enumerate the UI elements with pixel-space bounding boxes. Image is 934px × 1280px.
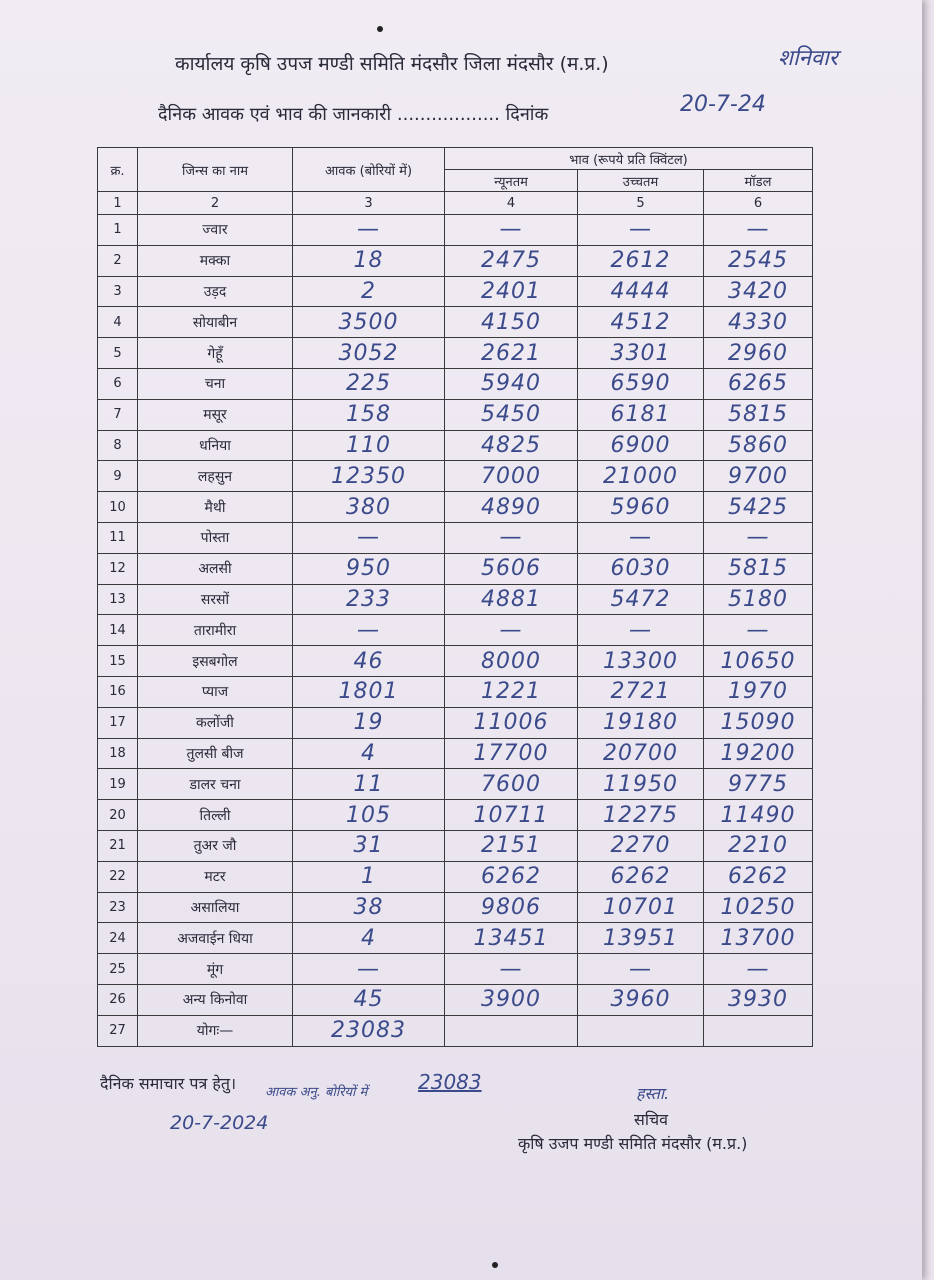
col-number: 4 bbox=[445, 192, 578, 215]
row-sr-cell: 7 bbox=[98, 399, 138, 430]
row-name-cell: इसबगोल bbox=[138, 646, 293, 677]
row-arrival-cell: 2 bbox=[293, 276, 445, 307]
row-sr-cell: 19 bbox=[98, 769, 138, 800]
rates-table bbox=[97, 147, 813, 1047]
row-min-cell: 4881 bbox=[445, 584, 578, 615]
table-row bbox=[98, 984, 813, 1015]
table-row bbox=[98, 676, 813, 707]
table-row bbox=[98, 399, 813, 430]
row-arrival-cell: 225 bbox=[293, 368, 445, 399]
row-arrival-cell: 38 bbox=[293, 892, 445, 923]
row-max-cell: 4512 bbox=[578, 307, 704, 338]
row-modal-cell: 13700 bbox=[704, 923, 813, 954]
info-heading: दैनिक आवक एवं भाव की जानकारी .................. दिनांक bbox=[158, 104, 549, 125]
row-max-cell: 13951 bbox=[578, 923, 704, 954]
row-name-cell: लहसुन bbox=[138, 461, 293, 492]
row-arrival-cell: 4 bbox=[293, 923, 445, 954]
row-max-cell: 6181 bbox=[578, 399, 704, 430]
row-modal-cell: 1970 bbox=[704, 676, 813, 707]
row-modal-cell: 19200 bbox=[704, 738, 813, 769]
table-row bbox=[98, 430, 813, 461]
row-name-cell: तिल्ली bbox=[138, 800, 293, 831]
row-modal-cell: 2210 bbox=[704, 830, 813, 861]
col-number: 3 bbox=[293, 192, 445, 215]
row-arrival-cell: 31 bbox=[293, 830, 445, 861]
col-number: 1 bbox=[98, 192, 138, 215]
row-arrival-cell: 3052 bbox=[293, 338, 445, 369]
row-max-cell: — bbox=[578, 954, 704, 985]
table-row bbox=[98, 461, 813, 492]
row-sr-cell: 17 bbox=[98, 707, 138, 738]
table-row bbox=[98, 307, 813, 338]
row-min-cell: 5606 bbox=[445, 553, 578, 584]
committee-office: कृषि उजप मण्डी समिति मंदसौर (म.प्र.) bbox=[518, 1134, 748, 1153]
row-arrival-cell: 12350 bbox=[293, 461, 445, 492]
table-row bbox=[98, 738, 813, 769]
row-name-cell: अलसी bbox=[138, 553, 293, 584]
col-header-price-group: भाव (रूपये प्रति क्विंटल) bbox=[445, 148, 813, 170]
row-min-cell: 17700 bbox=[445, 738, 578, 769]
row-name-cell: तुलसी बीज bbox=[138, 738, 293, 769]
row-max-cell: 5472 bbox=[578, 584, 704, 615]
row-min-cell: 3900 bbox=[445, 984, 578, 1015]
row-arrival-cell: 46 bbox=[293, 646, 445, 677]
row-arrival-cell: 233 bbox=[293, 584, 445, 615]
row-modal-cell: 6262 bbox=[704, 861, 813, 892]
row-min-cell: 5450 bbox=[445, 399, 578, 430]
row-arrival-cell: — bbox=[293, 522, 445, 553]
col-header-max: उच्चतम bbox=[578, 170, 704, 192]
row-sr-cell: 25 bbox=[98, 954, 138, 985]
office-heading: कार्यालय कृषि उपज मण्डी समिति मंदसौर जिला मंदसौर (म.प्र.) bbox=[175, 53, 609, 75]
row-name-cell: गेहूँ bbox=[138, 338, 293, 369]
row-max-cell: 6900 bbox=[578, 430, 704, 461]
row-sr-cell: 14 bbox=[98, 615, 138, 646]
row-modal-cell: 3420 bbox=[704, 276, 813, 307]
row-sr-cell: 8 bbox=[98, 430, 138, 461]
row-sr-cell: 11 bbox=[98, 522, 138, 553]
row-arrival-cell: 105 bbox=[293, 800, 445, 831]
row-min-cell: 7600 bbox=[445, 769, 578, 800]
date-handwritten: 20-7-24 bbox=[680, 92, 766, 117]
row-arrival-cell: 18 bbox=[293, 245, 445, 276]
row-sr-cell: 13 bbox=[98, 584, 138, 615]
row-arrival-cell: — bbox=[293, 215, 445, 246]
row-min-cell: 10711 bbox=[445, 800, 578, 831]
row-min-cell: — bbox=[445, 215, 578, 246]
row-arrival-cell: 3500 bbox=[293, 307, 445, 338]
table-row bbox=[98, 368, 813, 399]
row-max-cell: 6262 bbox=[578, 861, 704, 892]
row-modal-cell: — bbox=[704, 954, 813, 985]
table-row bbox=[98, 861, 813, 892]
row-name-cell: मक्का bbox=[138, 245, 293, 276]
row-sr-cell: 9 bbox=[98, 461, 138, 492]
row-arrival-cell: 158 bbox=[293, 399, 445, 430]
row-max-cell: — bbox=[578, 215, 704, 246]
row-sr-cell: 10 bbox=[98, 492, 138, 523]
rates-table-body bbox=[98, 215, 813, 1047]
row-max-cell: — bbox=[578, 522, 704, 553]
row-arrival-cell: 11 bbox=[293, 769, 445, 800]
row-name-cell: तारामीरा bbox=[138, 615, 293, 646]
row-max-cell: 2721 bbox=[578, 676, 704, 707]
table-row bbox=[98, 800, 813, 831]
row-modal-cell: — bbox=[704, 615, 813, 646]
row-max-cell: 12275 bbox=[578, 800, 704, 831]
table-row bbox=[98, 553, 813, 584]
row-min-cell: 11006 bbox=[445, 707, 578, 738]
row-arrival-cell: 950 bbox=[293, 553, 445, 584]
row-sr-cell: 15 bbox=[98, 646, 138, 677]
row-name-cell: चना bbox=[138, 368, 293, 399]
row-arrival-cell: 1 bbox=[293, 861, 445, 892]
row-min-cell: 1221 bbox=[445, 676, 578, 707]
day-handwritten: शनिवार bbox=[778, 46, 838, 71]
col-number: 6 bbox=[704, 192, 813, 215]
table-row bbox=[98, 954, 813, 985]
row-min-cell: — bbox=[445, 522, 578, 553]
row-sr-cell: 5 bbox=[98, 338, 138, 369]
row-name-cell: तुअर जौ bbox=[138, 830, 293, 861]
row-sr-cell: 23 bbox=[98, 892, 138, 923]
col-header-modal: मॉडल bbox=[704, 170, 813, 192]
row-min-cell: — bbox=[445, 954, 578, 985]
col-number: 5 bbox=[578, 192, 704, 215]
row-modal-cell: 11490 bbox=[704, 800, 813, 831]
row-sr-cell: 18 bbox=[98, 738, 138, 769]
punch-dot-top bbox=[377, 26, 383, 32]
row-max-cell: 21000 bbox=[578, 461, 704, 492]
secretary-title: सचिव bbox=[634, 1110, 669, 1129]
row-min-cell: 13451 bbox=[445, 923, 578, 954]
newspaper-line: दैनिक समाचार पत्र हेतु। bbox=[100, 1074, 237, 1093]
row-modal-cell: 2545 bbox=[704, 245, 813, 276]
table-row bbox=[98, 1015, 813, 1046]
table-row bbox=[98, 707, 813, 738]
col-header-sr: क्र. bbox=[98, 148, 138, 192]
row-modal-cell: 10650 bbox=[704, 646, 813, 677]
row-sr-cell: 4 bbox=[98, 307, 138, 338]
row-modal-cell: 5860 bbox=[704, 430, 813, 461]
row-max-cell: 13300 bbox=[578, 646, 704, 677]
table-row bbox=[98, 769, 813, 800]
row-max-cell: 2270 bbox=[578, 830, 704, 861]
row-min-cell: 2151 bbox=[445, 830, 578, 861]
row-min-cell: 9806 bbox=[445, 892, 578, 923]
table-row bbox=[98, 830, 813, 861]
row-min-cell: 2621 bbox=[445, 338, 578, 369]
row-name-cell: धनिया bbox=[138, 430, 293, 461]
row-sr-cell: 1 bbox=[98, 215, 138, 246]
table-row bbox=[98, 276, 813, 307]
row-sr-cell: 16 bbox=[98, 676, 138, 707]
row-modal-cell: — bbox=[704, 522, 813, 553]
row-max-cell: 10701 bbox=[578, 892, 704, 923]
row-max-cell: 3960 bbox=[578, 984, 704, 1015]
punch-dot-bottom bbox=[492, 1262, 498, 1268]
row-modal-cell bbox=[704, 1015, 813, 1046]
row-arrival-cell: 19 bbox=[293, 707, 445, 738]
row-name-cell: पोस्ता bbox=[138, 522, 293, 553]
col-number: 2 bbox=[138, 192, 293, 215]
row-modal-cell: 9775 bbox=[704, 769, 813, 800]
table-row bbox=[98, 646, 813, 677]
row-sr-cell: 27 bbox=[98, 1015, 138, 1046]
row-max-cell: 4444 bbox=[578, 276, 704, 307]
row-arrival-cell: — bbox=[293, 615, 445, 646]
row-name-cell: उड़द bbox=[138, 276, 293, 307]
row-name-cell: सोयाबीन bbox=[138, 307, 293, 338]
row-modal-cell: 5815 bbox=[704, 399, 813, 430]
row-name-cell: असालिया bbox=[138, 892, 293, 923]
table-row bbox=[98, 245, 813, 276]
row-name-cell: अन्य किनोवा bbox=[138, 984, 293, 1015]
row-sr-cell: 3 bbox=[98, 276, 138, 307]
row-name-cell: मसूर bbox=[138, 399, 293, 430]
arrival-note-handwritten: आवक अनु. बोरियों में bbox=[265, 1085, 368, 1100]
row-name-cell: मैथी bbox=[138, 492, 293, 523]
signature-mark: हस्ता. bbox=[636, 1084, 670, 1103]
row-modal-cell: 6265 bbox=[704, 368, 813, 399]
row-min-cell: 7000 bbox=[445, 461, 578, 492]
row-max-cell: — bbox=[578, 615, 704, 646]
row-max-cell: 6030 bbox=[578, 553, 704, 584]
row-max-cell: 11950 bbox=[578, 769, 704, 800]
row-min-cell: — bbox=[445, 615, 578, 646]
row-sr-cell: 21 bbox=[98, 830, 138, 861]
row-min-cell: 4890 bbox=[445, 492, 578, 523]
row-max-cell: 20700 bbox=[578, 738, 704, 769]
row-modal-cell: 5815 bbox=[704, 553, 813, 584]
row-name-cell: डालर चना bbox=[138, 769, 293, 800]
row-min-cell: 4150 bbox=[445, 307, 578, 338]
row-max-cell: 3301 bbox=[578, 338, 704, 369]
row-max-cell: 2612 bbox=[578, 245, 704, 276]
row-name-cell: सरसों bbox=[138, 584, 293, 615]
table-row bbox=[98, 584, 813, 615]
row-name-cell: मटर bbox=[138, 861, 293, 892]
row-modal-cell: — bbox=[704, 215, 813, 246]
row-name-cell: अजवाईन धिया bbox=[138, 923, 293, 954]
row-arrival-cell: 110 bbox=[293, 430, 445, 461]
row-arrival-cell: 23083 bbox=[293, 1015, 445, 1046]
row-arrival-cell: — bbox=[293, 954, 445, 985]
row-min-cell: 2401 bbox=[445, 276, 578, 307]
col-header-name: जिन्स का नाम bbox=[138, 148, 293, 192]
col-header-min: न्यूनतम bbox=[445, 170, 578, 192]
row-modal-cell: 15090 bbox=[704, 707, 813, 738]
row-sr-cell: 24 bbox=[98, 923, 138, 954]
table-row bbox=[98, 923, 813, 954]
table-row bbox=[98, 615, 813, 646]
table-row bbox=[98, 338, 813, 369]
row-min-cell: 6262 bbox=[445, 861, 578, 892]
row-sr-cell: 6 bbox=[98, 368, 138, 399]
row-name-cell: मूंग bbox=[138, 954, 293, 985]
row-modal-cell: 2960 bbox=[704, 338, 813, 369]
row-min-cell: 5940 bbox=[445, 368, 578, 399]
row-max-cell bbox=[578, 1015, 704, 1046]
row-modal-cell: 5180 bbox=[704, 584, 813, 615]
row-arrival-cell: 380 bbox=[293, 492, 445, 523]
row-max-cell: 5960 bbox=[578, 492, 704, 523]
row-min-cell: 8000 bbox=[445, 646, 578, 677]
row-arrival-cell: 45 bbox=[293, 984, 445, 1015]
row-arrival-cell: 4 bbox=[293, 738, 445, 769]
footer-date-handwritten: 20-7-2024 bbox=[170, 1112, 269, 1134]
row-modal-cell: 4330 bbox=[704, 307, 813, 338]
table-row bbox=[98, 892, 813, 923]
row-sr-cell: 26 bbox=[98, 984, 138, 1015]
row-name-cell: प्याज bbox=[138, 676, 293, 707]
table-row bbox=[98, 492, 813, 523]
row-min-cell: 4825 bbox=[445, 430, 578, 461]
row-modal-cell: 3930 bbox=[704, 984, 813, 1015]
row-name-cell: ज्वार bbox=[138, 215, 293, 246]
row-modal-cell: 10250 bbox=[704, 892, 813, 923]
row-sr-cell: 22 bbox=[98, 861, 138, 892]
row-modal-cell: 9700 bbox=[704, 461, 813, 492]
row-arrival-cell: 1801 bbox=[293, 676, 445, 707]
col-header-arrival: आवक (बोरियों में) bbox=[293, 148, 445, 192]
row-sr-cell: 20 bbox=[98, 800, 138, 831]
row-min-cell: 2475 bbox=[445, 245, 578, 276]
row-sr-cell: 12 bbox=[98, 553, 138, 584]
table-row bbox=[98, 522, 813, 553]
row-max-cell: 19180 bbox=[578, 707, 704, 738]
total-handwritten: 23083 bbox=[418, 1070, 482, 1094]
row-modal-cell: 5425 bbox=[704, 492, 813, 523]
row-sr-cell: 2 bbox=[98, 245, 138, 276]
row-name-cell: कलोंजी bbox=[138, 707, 293, 738]
table-row bbox=[98, 215, 813, 246]
row-name-cell: योगः— bbox=[138, 1015, 293, 1046]
row-min-cell bbox=[445, 1015, 578, 1046]
row-max-cell: 6590 bbox=[578, 368, 704, 399]
